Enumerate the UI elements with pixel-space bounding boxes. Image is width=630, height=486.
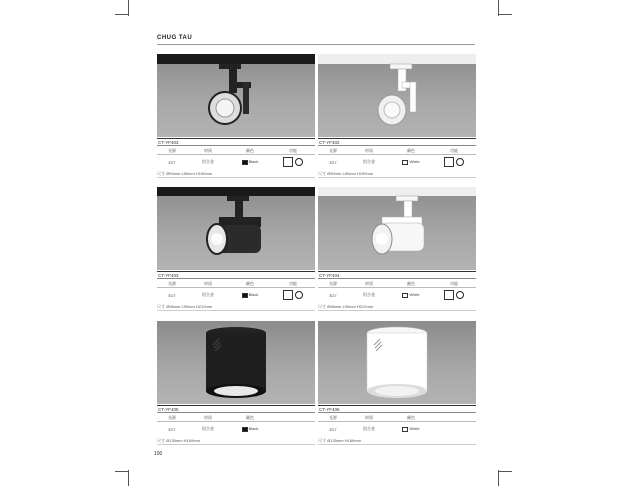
- size-text: 尺寸 Ø135mm H160mm: [157, 438, 315, 445]
- spec-header: 光源: [168, 415, 176, 420]
- crop-mark: [498, 471, 512, 472]
- spec-table: [318, 415, 476, 437]
- material: 铝合金: [202, 426, 214, 431]
- tilt-icon: [456, 291, 464, 299]
- tilt-icon: [456, 158, 464, 166]
- product-code: CT-YF403: [157, 271, 315, 279]
- spec-table: [318, 148, 476, 170]
- crop-mark: [498, 470, 499, 486]
- product-photo: [318, 187, 476, 270]
- color-label: White: [409, 292, 420, 298]
- spec-header: 功能: [450, 281, 458, 286]
- spec-header-blank: [271, 415, 315, 421]
- size-text: 尺寸 Ø96mm L90mm H212mm: [318, 304, 476, 311]
- lamp-type: E27: [168, 292, 176, 298]
- spec-header: 材质: [204, 281, 212, 286]
- color-swatch: [242, 293, 248, 298]
- color-label: Black: [248, 292, 259, 298]
- spec-header: 光源: [168, 148, 176, 153]
- color-label: Black: [248, 426, 259, 432]
- product-photo: [318, 54, 476, 137]
- brand-logo: CHUG TAU: [157, 35, 193, 41]
- spotlight-black-par-image: [157, 54, 315, 137]
- crop-mark: [115, 471, 129, 472]
- rotate-icon: [444, 290, 454, 300]
- rotate-icon: [444, 157, 454, 167]
- spec-header: 颜色: [407, 281, 415, 286]
- spec-header: 材质: [204, 415, 212, 420]
- crop-mark: [115, 14, 129, 15]
- material: 铝合金: [363, 159, 375, 164]
- spec-table: [157, 415, 315, 437]
- spotlight-white-par-image: [318, 54, 476, 137]
- spec-header: 颜色: [246, 281, 254, 286]
- rotate-icon: [283, 290, 293, 300]
- lamp-type: E27: [329, 159, 337, 165]
- spec-header: 颜色: [407, 148, 415, 153]
- spec-header: 光源: [168, 281, 176, 286]
- spotlight-white-cylinder-image: [318, 187, 476, 270]
- spec-header: 颜色: [246, 148, 254, 153]
- color-label: White: [409, 159, 420, 165]
- spec-header: 颜色: [407, 415, 415, 420]
- spec-header: 光源: [329, 148, 337, 153]
- spec-header: 光源: [329, 281, 337, 286]
- crop-mark: [128, 470, 129, 486]
- lamp-type: E27: [329, 426, 337, 432]
- color-swatch: [402, 293, 408, 298]
- product-photo: [318, 321, 476, 404]
- spotlight-black-cylinder-image: [157, 187, 315, 270]
- product-code: CT-YF402: [318, 138, 476, 146]
- lamp-type: E27: [168, 426, 176, 432]
- material: 铝合金: [202, 159, 214, 164]
- product-photo: [157, 54, 315, 137]
- spec-table: [157, 148, 315, 170]
- spec-header: 材质: [365, 281, 373, 286]
- size-text: 尺寸 Ø90mm L80mm H190mm: [157, 171, 315, 178]
- product-code: CT-YF405: [157, 405, 315, 413]
- spec-header: 材质: [365, 148, 373, 153]
- spec-header: 光源: [329, 415, 337, 420]
- product-code: CT-YF403: [157, 138, 315, 146]
- color-swatch: [242, 427, 248, 432]
- downlight-white-can-image: [318, 321, 476, 404]
- tilt-icon: [295, 291, 303, 299]
- page-number: 100: [154, 451, 163, 457]
- color-swatch: [242, 160, 248, 165]
- spec-header: 功能: [450, 148, 458, 153]
- spec-header: 功能: [289, 281, 297, 286]
- product-photo: [157, 187, 315, 270]
- spec-header: 材质: [365, 415, 373, 420]
- rotate-icon: [283, 157, 293, 167]
- crop-mark: [498, 14, 512, 15]
- product-code: CT-YF406: [318, 405, 476, 413]
- product-code: CT-YF404: [318, 271, 476, 279]
- material: 铝合金: [202, 292, 214, 297]
- spec-header: 材质: [204, 148, 212, 153]
- material: 铝合金: [363, 426, 375, 431]
- spec-header: 功能: [289, 148, 297, 153]
- material: 铝合金: [363, 292, 375, 297]
- downlight-black-can-image: [157, 321, 315, 404]
- size-text: 尺寸 Ø135mm H160mm: [318, 438, 476, 445]
- product-photo: [157, 321, 315, 404]
- color-label: Black: [248, 159, 259, 165]
- spec-table: [318, 281, 476, 303]
- tilt-icon: [295, 158, 303, 166]
- lamp-type: E27: [168, 159, 176, 165]
- color-label: White: [409, 426, 420, 432]
- color-swatch: [402, 427, 408, 432]
- spec-table: [157, 281, 315, 303]
- size-text: 尺寸 Ø90mm L80mm H190mm: [318, 171, 476, 178]
- spec-header: 颜色: [246, 415, 254, 420]
- color-swatch: [402, 160, 408, 165]
- size-text: 尺寸 Ø96mm L90mm H212mm: [157, 304, 315, 311]
- lamp-type: E27: [329, 292, 337, 298]
- spec-header-blank: [432, 415, 476, 421]
- header-rule: [157, 44, 475, 45]
